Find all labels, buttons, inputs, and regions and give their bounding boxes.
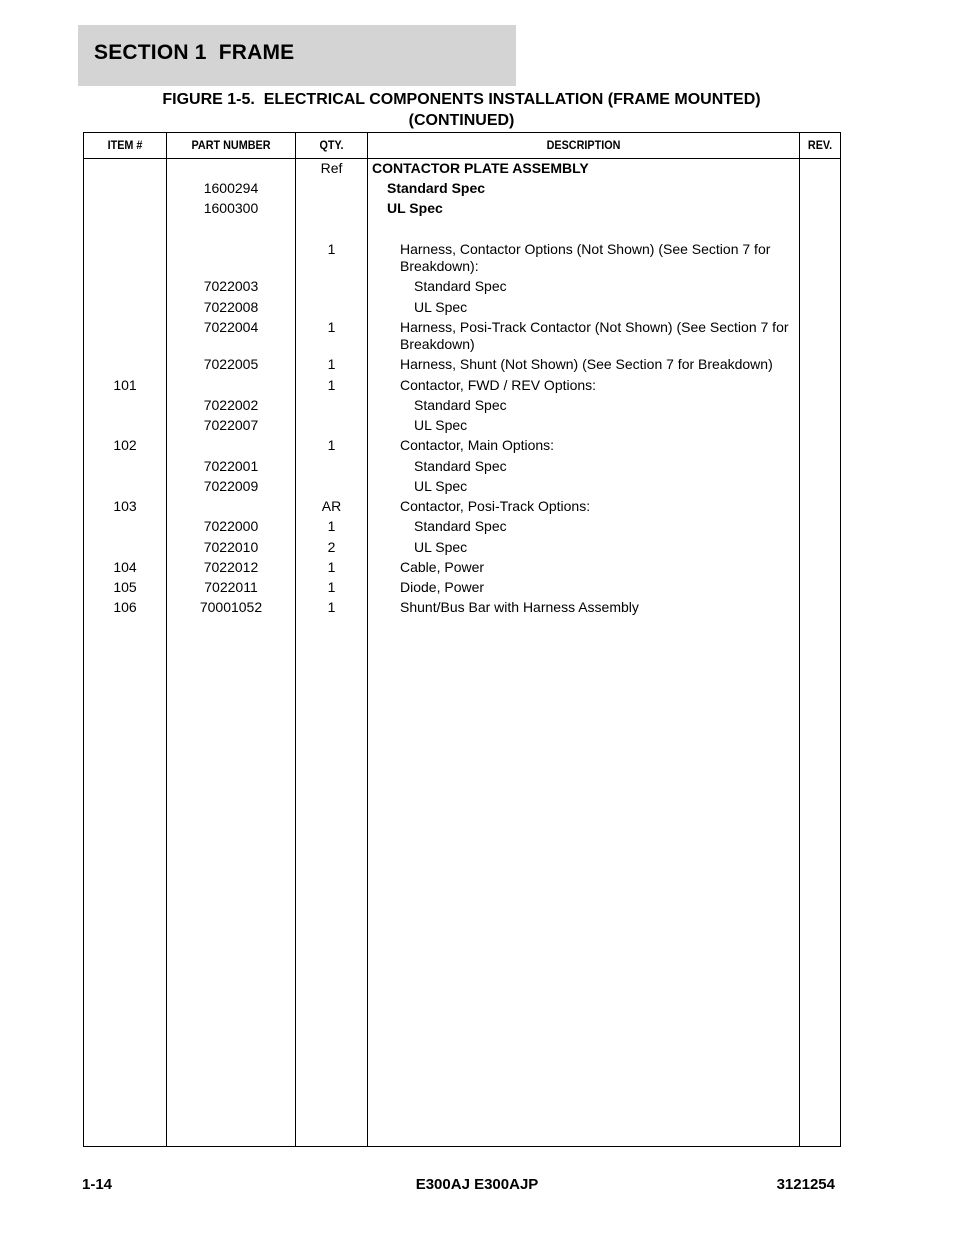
part-number: 7022012 — [203, 559, 259, 575]
description: Harness, Shunt (Not Shown) (See Section 7 for Breakdown) — [400, 356, 773, 372]
description: Diode, Power — [400, 579, 485, 595]
figure-title-continued: (CONTINUED) — [408, 112, 515, 129]
item-number: 103 — [113, 498, 137, 514]
quantity: 1 — [327, 319, 336, 335]
quantity: 2 — [327, 539, 336, 555]
part-number: 7022007 — [203, 417, 259, 433]
description: Harness, Contactor Options (Not Shown) (See Section 7 for Breakdown): — [400, 241, 771, 274]
quantity: 1 — [327, 518, 336, 534]
part-number: 1600300 — [203, 200, 259, 216]
description: UL Spec — [387, 200, 443, 216]
model-name: E300AJ E300AJP — [415, 1176, 539, 1193]
description: Standard Spec — [414, 397, 507, 413]
header-rev: REV. — [807, 138, 833, 152]
document-number: 3121254 — [776, 1176, 835, 1193]
part-number: 7022004 — [203, 319, 259, 335]
part-number: 7022005 — [203, 356, 259, 372]
column-divider — [799, 133, 800, 1146]
description: Contactor, Main Options: — [400, 437, 555, 453]
quantity: 1 — [327, 377, 336, 393]
description: Harness, Posi-Track Contactor (Not Shown) (See Section 7 for Breakdown) — [400, 319, 789, 352]
part-number: 70001052 — [199, 599, 263, 615]
part-number: 7022010 — [203, 539, 259, 555]
part-number: 7022011 — [204, 579, 258, 595]
page-number: 1-14 — [82, 1176, 113, 1193]
part-number: 7022001 — [203, 458, 259, 474]
column-divider — [295, 133, 296, 1146]
description: Contactor, Posi-Track Options: — [400, 498, 591, 514]
quantity: 1 — [327, 599, 336, 615]
description: UL Spec — [414, 299, 468, 315]
item-number: 102 — [113, 437, 137, 453]
figure-title: FIGURE 1-5. ELECTRICAL COMPONENTS INSTALLATION (FRAME MOUNTED) — [162, 91, 761, 108]
item-number: 106 — [113, 599, 137, 615]
header-item: ITEM # — [107, 138, 143, 152]
part-number: 7022003 — [203, 278, 259, 294]
part-number: 7022009 — [203, 478, 259, 494]
description: UL Spec — [414, 478, 468, 494]
quantity: 1 — [327, 579, 336, 595]
description: CONTACTOR PLATE ASSEMBLY — [372, 160, 589, 176]
quantity: AR — [321, 498, 342, 514]
quantity: 1 — [327, 241, 336, 257]
item-number: 101 — [113, 377, 137, 393]
quantity: 1 — [327, 437, 336, 453]
description: Shunt/Bus Bar with Harness Assembly — [400, 599, 639, 615]
quantity: Ref — [320, 160, 343, 176]
item-number: 104 — [113, 559, 137, 575]
description: Standard Spec — [387, 180, 486, 196]
description: Contactor, FWD / REV Options: — [400, 377, 597, 393]
parts-table — [83, 132, 841, 1147]
part-number: 7022002 — [203, 397, 259, 413]
header-part-number: PART NUMBER — [191, 138, 271, 152]
header-description: DESCRIPTION — [546, 138, 621, 152]
header-divider — [84, 158, 840, 159]
part-number: 7022008 — [203, 299, 259, 315]
section-title: SECTION 1 FRAME — [94, 41, 295, 64]
part-number: 7022000 — [203, 518, 259, 534]
quantity: 1 — [327, 356, 336, 372]
part-number: 1600294 — [203, 180, 259, 196]
description: UL Spec — [414, 417, 468, 433]
header-qty: QTY. — [319, 138, 344, 152]
description: Standard Spec — [414, 278, 507, 294]
description: Standard Spec — [414, 458, 507, 474]
item-number: 105 — [113, 579, 137, 595]
description: Standard Spec — [414, 518, 507, 534]
quantity: 1 — [327, 559, 336, 575]
description: UL Spec — [414, 539, 468, 555]
description: Cable, Power — [400, 559, 485, 575]
column-divider — [367, 133, 368, 1146]
